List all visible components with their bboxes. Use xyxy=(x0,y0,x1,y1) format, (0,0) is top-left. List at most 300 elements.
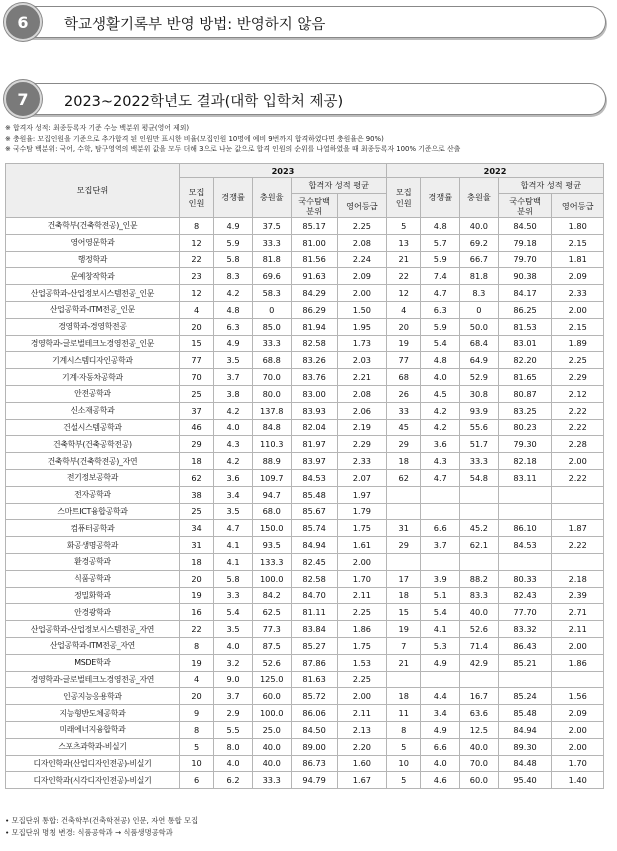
2023-percentile-cell: 81.63 xyxy=(291,671,337,688)
2022-competition-cell: 4.1 xyxy=(421,621,460,638)
2023-recruit-cell: 16 xyxy=(179,604,213,621)
2022-percentile-cell: 82.43 xyxy=(498,587,552,604)
2022-recruit-cell xyxy=(387,671,421,688)
2022-english-cell: 2.22 xyxy=(552,469,604,486)
note-1: ※ 합격자 성적: 최종등록자 기준 수능 백분위 평균(영어 제외) xyxy=(5,124,190,132)
2023-english-cell: 2.06 xyxy=(337,402,386,419)
2023-english-cell: 2.25 xyxy=(337,604,386,621)
table-row xyxy=(6,251,604,268)
2023-fill-cell: 109.7 xyxy=(252,469,291,486)
2022-recruit-cell: 11 xyxy=(387,705,421,722)
2022-competition-cell: 4.0 xyxy=(421,369,460,386)
2022-competition-cell: 5.1 xyxy=(421,587,460,604)
2022-competition-cell: 4.5 xyxy=(421,385,460,402)
2022-competition-cell: 5.9 xyxy=(421,251,460,268)
2023-competition-cell: 4.2 xyxy=(214,285,253,302)
table-row xyxy=(6,570,604,587)
2023-competition-cell: 4.3 xyxy=(214,436,253,453)
2023-english-cell: 1.60 xyxy=(337,755,386,772)
2023-percentile-cell: 85.48 xyxy=(291,486,337,503)
2023-fill-cell: 85.0 xyxy=(252,318,291,335)
2022-competition-cell: 4.6 xyxy=(421,772,460,789)
2023-recruit-cell: 4 xyxy=(179,301,213,318)
2023-percentile-cell: 85.74 xyxy=(291,520,337,537)
2023-english-cell: 2.33 xyxy=(337,453,386,470)
2022-competition-cell xyxy=(421,503,460,520)
2022-competition-cell: 6.3 xyxy=(421,301,460,318)
2023-competition-cell: 5.8 xyxy=(214,251,253,268)
table-row xyxy=(6,705,604,722)
2023-english-cell: 1.70 xyxy=(337,570,386,587)
2023-percentile-cell: 84.53 xyxy=(291,469,337,486)
2022-recruit-cell: 18 xyxy=(387,688,421,705)
2022-recruit-cell: 13 xyxy=(387,234,421,251)
2023-recruit-cell: 46 xyxy=(179,419,213,436)
2023-percentile-cell: 84.29 xyxy=(291,285,337,302)
2022-percentile-cell: 81.65 xyxy=(498,369,552,386)
table-row xyxy=(6,671,604,688)
2023-fill-cell: 40.0 xyxy=(252,738,291,755)
2022-recruit-cell: 18 xyxy=(387,453,421,470)
2023-fill-cell: 137.8 xyxy=(252,402,291,419)
2023-competition-cell: 4.2 xyxy=(214,402,253,419)
2023-competition-cell: 2.9 xyxy=(214,705,253,722)
year-2023-header: 2023 xyxy=(179,164,386,178)
2022-percentile-cell: 82.18 xyxy=(498,453,552,470)
2023-recruit-cell: 77 xyxy=(179,352,213,369)
2022-fill-cell: 81.8 xyxy=(460,268,499,285)
2023-percentile-cell: 86.29 xyxy=(291,301,337,318)
2023-english-cell: 2.29 xyxy=(337,436,386,453)
footnotes xyxy=(5,815,198,838)
2022-fill-cell: 63.6 xyxy=(460,705,499,722)
note-3: ※ 국수탐 백분위: 국어, 수학, 탐구영역의 백분위 값을 모두 더해 3으로 나눈 값으로 합격 인원의 순위를 나열하였을 때 최종등록자 100% 기준으로 산출 xyxy=(5,145,461,153)
2022-english-cell: 2.22 xyxy=(552,402,604,419)
2023-english-cell: 1.50 xyxy=(337,301,386,318)
table-row xyxy=(6,721,604,738)
2022-competition-cell: 5.9 xyxy=(421,318,460,335)
score-group-header-2023: 합격자 성적 평균 xyxy=(291,178,387,194)
table-row xyxy=(6,503,604,520)
table-row xyxy=(6,335,604,352)
2022-fill-cell: 12.5 xyxy=(460,721,499,738)
2022-percentile-cell: 86.10 xyxy=(498,520,552,537)
unit-name-cell: 컴퓨터공학과 xyxy=(6,520,180,537)
2022-percentile-cell: 84.17 xyxy=(498,285,552,302)
table-row xyxy=(6,553,604,570)
2023-percentile-cell: 89.00 xyxy=(291,738,337,755)
2022-recruit-cell: 68 xyxy=(387,369,421,386)
unit-name-cell: 인공지능응용학과 xyxy=(6,688,180,705)
results-table xyxy=(5,163,604,789)
2023-fill-cell: 88.9 xyxy=(252,453,291,470)
2022-fill-cell: 54.8 xyxy=(460,469,499,486)
2023-recruit-cell: 22 xyxy=(179,621,213,638)
2022-fill-cell: 40.0 xyxy=(460,604,499,621)
2022-english-cell: 2.09 xyxy=(552,268,604,285)
2022-percentile-cell: 84.94 xyxy=(498,721,552,738)
2023-fill-cell: 0 xyxy=(252,301,291,318)
2022-competition-cell: 3.9 xyxy=(421,570,460,587)
2023-fill-cell: 110.3 xyxy=(252,436,291,453)
2022-competition-cell: 5.7 xyxy=(421,234,460,251)
2022-competition-cell xyxy=(421,486,460,503)
2022-competition-cell: 6.6 xyxy=(421,520,460,537)
2023-recruit-cell: 15 xyxy=(179,335,213,352)
2023-english-cell: 2.08 xyxy=(337,234,386,251)
2022-competition-cell: 4.7 xyxy=(421,285,460,302)
2023-percentile-cell: 83.76 xyxy=(291,369,337,386)
2023-percentile-cell: 86.73 xyxy=(291,755,337,772)
2023-recruit-cell: 10 xyxy=(179,755,213,772)
2023-competition-cell: 4.1 xyxy=(214,537,253,554)
unit-name-cell: 기계시스템디자인공학과 xyxy=(6,352,180,369)
unit-name-cell: 기계·자동차공학과 xyxy=(6,369,180,386)
2022-recruit-cell: 19 xyxy=(387,335,421,352)
unit-name-cell: 건설시스템공학과 xyxy=(6,419,180,436)
2023-competition-cell: 4.0 xyxy=(214,755,253,772)
2022-percentile-cell: 84.53 xyxy=(498,537,552,554)
unit-name-cell: 전자공학과 xyxy=(6,486,180,503)
2022-competition-cell: 4.2 xyxy=(421,402,460,419)
2022-percentile-cell: 89.30 xyxy=(498,738,552,755)
2022-percentile-cell: 79.30 xyxy=(498,436,552,453)
2022-competition-cell: 4.9 xyxy=(421,654,460,671)
2022-recruit-cell: 15 xyxy=(387,604,421,621)
2023-competition-cell: 4.7 xyxy=(214,520,253,537)
2022-fill-cell: 64.9 xyxy=(460,352,499,369)
2023-recruit-cell: 9 xyxy=(179,705,213,722)
table-row xyxy=(6,520,604,537)
2023-english-cell: 2.21 xyxy=(337,369,386,386)
2023-competition-cell: 5.9 xyxy=(214,234,253,251)
2023-competition-cell: 3.5 xyxy=(214,621,253,638)
2022-percentile-cell: 77.70 xyxy=(498,604,552,621)
2023-english-cell: 1.73 xyxy=(337,335,386,352)
unit-name-cell: 신소재공학과 xyxy=(6,402,180,419)
2022-recruit-cell: 22 xyxy=(387,268,421,285)
2023-fill-cell: 40.0 xyxy=(252,755,291,772)
2022-fill-cell: 16.7 xyxy=(460,688,499,705)
2022-fill-cell: 55.6 xyxy=(460,419,499,436)
2022-fill-cell: 60.0 xyxy=(460,772,499,789)
2023-fill-cell: 80.0 xyxy=(252,385,291,402)
2023-competition-cell: 8.0 xyxy=(214,738,253,755)
table-row xyxy=(6,604,604,621)
2022-english-cell: 2.28 xyxy=(552,436,604,453)
2022-english-cell: 1.86 xyxy=(552,654,604,671)
table-row xyxy=(6,587,604,604)
2023-english-cell: 2.24 xyxy=(337,251,386,268)
note-2: ※ 충원율: 모집인원을 기준으로 추가합격 된 인원만 표시한 비율(모집인원 10명에 예비 9번까지 합격하였다면 충원율은 90%) xyxy=(5,134,384,143)
2022-competition-cell: 5.4 xyxy=(421,335,460,352)
2022-percentile-cell: 83.32 xyxy=(498,621,552,638)
2023-english-cell: 2.08 xyxy=(337,385,386,402)
2023-recruit-cell: 22 xyxy=(179,251,213,268)
2023-competition-cell: 5.5 xyxy=(214,721,253,738)
table-row xyxy=(6,301,604,318)
unit-name-cell: 안경광학과 xyxy=(6,604,180,621)
2022-competition-cell: 4.2 xyxy=(421,419,460,436)
2023-fill-cell: 62.5 xyxy=(252,604,291,621)
table-row xyxy=(6,234,604,251)
2023-percentile-cell: 82.58 xyxy=(291,570,337,587)
2022-fill-cell: 42.9 xyxy=(460,654,499,671)
unit-name-cell: 화공생명공학과 xyxy=(6,537,180,554)
2023-english-cell: 2.25 xyxy=(337,218,386,235)
2023-fill-cell: 125.0 xyxy=(252,671,291,688)
2022-recruit-cell: 7 xyxy=(387,637,421,654)
2023-fill-cell: 84.2 xyxy=(252,587,291,604)
2023-percentile-cell: 84.50 xyxy=(291,721,337,738)
table-row xyxy=(6,637,604,654)
2023-recruit-cell: 62 xyxy=(179,469,213,486)
2022-competition-cell: 4.0 xyxy=(421,755,460,772)
2023-percentile-cell: 85.67 xyxy=(291,503,337,520)
2023-percentile-cell: 85.27 xyxy=(291,637,337,654)
2022-english-cell: 1.87 xyxy=(552,520,604,537)
2022-english-cell: 2.00 xyxy=(552,738,604,755)
2022-english-cell: 2.29 xyxy=(552,369,604,386)
2023-recruit-cell: 19 xyxy=(179,654,213,671)
unit-name-cell: 영어영문학과 xyxy=(6,234,180,251)
2023-english-cell: 2.00 xyxy=(337,688,386,705)
section-7-title: 2023~2022학년도 결과(대학 입학처 제공) xyxy=(64,94,344,110)
2022-recruit-cell: 5 xyxy=(387,772,421,789)
2022-fill-cell: 68.4 xyxy=(460,335,499,352)
2022-percentile-cell: 84.48 xyxy=(498,755,552,772)
2022-competition-cell: 4.8 xyxy=(421,218,460,235)
2022-percentile-cell xyxy=(498,553,552,570)
table-row xyxy=(6,469,604,486)
2022-percentile-cell: 80.33 xyxy=(498,570,552,587)
2023-competition-cell: 9.0 xyxy=(214,671,253,688)
2023-recruit-cell: 29 xyxy=(179,436,213,453)
2022-english-cell: 1.70 xyxy=(552,755,604,772)
table-row xyxy=(6,369,604,386)
table-row xyxy=(6,285,604,302)
2022-recruit-cell: 20 xyxy=(387,318,421,335)
table-row xyxy=(6,352,604,369)
2023-recruit-cell: 20 xyxy=(179,688,213,705)
2023-recruit-cell: 38 xyxy=(179,486,213,503)
2023-percentile-cell: 82.58 xyxy=(291,335,337,352)
2022-percentile-cell: 80.23 xyxy=(498,419,552,436)
2023-fill-cell: 100.0 xyxy=(252,570,291,587)
fill-header-2022: 충원율 xyxy=(460,178,499,218)
2023-english-cell: 2.00 xyxy=(337,553,386,570)
table-row xyxy=(6,654,604,671)
2022-percentile-cell: 82.20 xyxy=(498,352,552,369)
2023-competition-cell: 8.3 xyxy=(214,268,253,285)
2022-recruit-cell: 31 xyxy=(387,520,421,537)
2023-percentile-cell: 81.94 xyxy=(291,318,337,335)
2023-competition-cell: 3.5 xyxy=(214,503,253,520)
2022-competition-cell: 3.6 xyxy=(421,436,460,453)
2022-percentile-cell xyxy=(498,671,552,688)
english-header-2023: 영어등급 xyxy=(337,194,386,218)
2022-fill-cell xyxy=(460,486,499,503)
2023-english-cell: 2.25 xyxy=(337,671,386,688)
2022-recruit-cell: 62 xyxy=(387,469,421,486)
percentile-header-2022: 국수탐백분위 xyxy=(498,194,552,218)
2023-recruit-cell: 8 xyxy=(179,218,213,235)
2023-fill-cell: 87.5 xyxy=(252,637,291,654)
notes xyxy=(5,123,460,155)
2022-recruit-cell: 8 xyxy=(387,721,421,738)
unit-name-cell: MSDE학과 xyxy=(6,654,180,671)
unit-name-cell: 경영학과-글로벌테크노경영전공_자연 xyxy=(6,671,180,688)
2022-fill-cell: 71.4 xyxy=(460,637,499,654)
2023-competition-cell: 4.1 xyxy=(214,553,253,570)
2023-fill-cell: 150.0 xyxy=(252,520,291,537)
2022-fill-cell: 93.9 xyxy=(460,402,499,419)
2023-english-cell: 1.86 xyxy=(337,621,386,638)
footnote-1: • 모집단위 통합: 건축학부(건축학전공) 인문, 자연 통합 모집 xyxy=(5,816,199,825)
2023-recruit-cell: 8 xyxy=(179,721,213,738)
2023-recruit-cell: 18 xyxy=(179,453,213,470)
2023-recruit-cell: 12 xyxy=(179,234,213,251)
2023-recruit-cell: 37 xyxy=(179,402,213,419)
2023-fill-cell: 133.3 xyxy=(252,553,291,570)
2023-english-cell: 1.67 xyxy=(337,772,386,789)
2023-competition-cell: 3.6 xyxy=(214,469,253,486)
2023-percentile-cell: 83.26 xyxy=(291,352,337,369)
unit-name-cell: 행정학과 xyxy=(6,251,180,268)
table-row xyxy=(6,268,604,285)
2023-english-cell: 2.07 xyxy=(337,469,386,486)
2022-english-cell: 2.15 xyxy=(552,318,604,335)
2022-english-cell: 2.25 xyxy=(552,352,604,369)
2022-recruit-cell xyxy=(387,486,421,503)
2022-english-cell: 1.89 xyxy=(552,335,604,352)
2022-competition-cell: 4.7 xyxy=(421,469,460,486)
table-row xyxy=(6,453,604,470)
2023-competition-cell: 3.3 xyxy=(214,587,253,604)
2022-fill-cell: 70.0 xyxy=(460,755,499,772)
section-7-header xyxy=(4,80,606,118)
2022-fill-cell: 83.3 xyxy=(460,587,499,604)
2023-english-cell: 2.19 xyxy=(337,419,386,436)
section-6-header xyxy=(4,3,606,41)
table-row xyxy=(6,621,604,638)
2022-recruit-cell: 77 xyxy=(387,352,421,369)
2023-recruit-cell: 70 xyxy=(179,369,213,386)
2022-fill-cell: 30.8 xyxy=(460,385,499,402)
2022-competition-cell: 4.4 xyxy=(421,688,460,705)
2022-percentile-cell: 83.11 xyxy=(498,469,552,486)
2023-recruit-cell: 34 xyxy=(179,520,213,537)
section-6-title: 학교생활기록부 반영 방법: 반영하지 않음 xyxy=(64,17,326,33)
2023-fill-cell: 77.3 xyxy=(252,621,291,638)
2023-english-cell: 2.11 xyxy=(337,587,386,604)
2023-fill-cell: 84.8 xyxy=(252,419,291,436)
unit-name-cell: 안전공학과 xyxy=(6,385,180,402)
2023-competition-cell: 6.2 xyxy=(214,772,253,789)
2022-english-cell: 1.56 xyxy=(552,688,604,705)
table-row xyxy=(6,402,604,419)
2023-competition-cell: 4.9 xyxy=(214,218,253,235)
2023-percentile-cell: 83.97 xyxy=(291,453,337,470)
2023-recruit-cell: 25 xyxy=(179,385,213,402)
2022-recruit-cell: 4 xyxy=(387,301,421,318)
2023-competition-cell: 4.9 xyxy=(214,335,253,352)
2022-percentile-cell: 86.25 xyxy=(498,301,552,318)
2023-recruit-cell: 19 xyxy=(179,587,213,604)
2023-percentile-cell: 81.97 xyxy=(291,436,337,453)
table-row xyxy=(6,738,604,755)
2022-english-cell: 2.15 xyxy=(552,234,604,251)
2022-recruit-cell: 29 xyxy=(387,537,421,554)
2023-percentile-cell: 83.00 xyxy=(291,385,337,402)
2022-fill-cell: 52.6 xyxy=(460,621,499,638)
2022-recruit-cell: 26 xyxy=(387,385,421,402)
2023-competition-cell: 4.0 xyxy=(214,419,253,436)
2023-recruit-cell: 18 xyxy=(179,553,213,570)
2022-recruit-cell: 18 xyxy=(387,587,421,604)
unit-name-cell: 정밀화학과 xyxy=(6,587,180,604)
2022-recruit-cell: 29 xyxy=(387,436,421,453)
2023-english-cell: 2.03 xyxy=(337,352,386,369)
2022-fill-cell: 40.0 xyxy=(460,218,499,235)
2023-fill-cell: 100.0 xyxy=(252,705,291,722)
2023-english-cell: 2.00 xyxy=(337,285,386,302)
2023-percentile-cell: 84.70 xyxy=(291,587,337,604)
2023-percentile-cell: 94.79 xyxy=(291,772,337,789)
unit-name-cell: 전기정보공학과 xyxy=(6,469,180,486)
2022-recruit-cell xyxy=(387,553,421,570)
2023-fill-cell: 68.8 xyxy=(252,352,291,369)
unit-header: 모집단위 xyxy=(6,164,180,218)
unit-name-cell: 경영학과-글로벌테크노경영전공_인문 xyxy=(6,335,180,352)
2023-recruit-cell: 20 xyxy=(179,318,213,335)
2022-english-cell: 2.00 xyxy=(552,301,604,318)
2022-english-cell: 2.22 xyxy=(552,419,604,436)
2022-competition-cell: 3.7 xyxy=(421,537,460,554)
unit-name-cell: 지능형반도체공학과 xyxy=(6,705,180,722)
2023-fill-cell: 70.0 xyxy=(252,369,291,386)
2022-english-cell: 1.40 xyxy=(552,772,604,789)
2023-recruit-cell: 8 xyxy=(179,637,213,654)
2022-percentile-cell: 95.40 xyxy=(498,772,552,789)
2023-percentile-cell: 81.56 xyxy=(291,251,337,268)
2023-english-cell: 2.09 xyxy=(337,268,386,285)
2022-english-cell: 1.81 xyxy=(552,251,604,268)
2022-fill-cell: 40.0 xyxy=(460,738,499,755)
2023-competition-cell: 4.8 xyxy=(214,301,253,318)
2023-recruit-cell: 6 xyxy=(179,772,213,789)
2023-recruit-cell: 20 xyxy=(179,570,213,587)
2022-english-cell xyxy=(552,486,604,503)
2022-competition-cell: 5.4 xyxy=(421,604,460,621)
2023-english-cell: 1.79 xyxy=(337,503,386,520)
table-row xyxy=(6,385,604,402)
unit-name-cell: 스포츠과학과-비실기 xyxy=(6,738,180,755)
2022-recruit-cell: 33 xyxy=(387,402,421,419)
unit-name-cell: 경영학과-경영학전공 xyxy=(6,318,180,335)
2023-fill-cell: 25.0 xyxy=(252,721,291,738)
year-2022-header: 2022 xyxy=(387,164,604,178)
2022-percentile-cell: 85.24 xyxy=(498,688,552,705)
2022-english-cell: 2.71 xyxy=(552,604,604,621)
2022-fill-cell: 8.3 xyxy=(460,285,499,302)
2022-recruit-cell: 19 xyxy=(387,621,421,638)
2023-percentile-cell: 83.84 xyxy=(291,621,337,638)
2023-competition-cell: 5.4 xyxy=(214,604,253,621)
table-row xyxy=(6,419,604,436)
2023-english-cell: 2.11 xyxy=(337,705,386,722)
2023-recruit-cell: 25 xyxy=(179,503,213,520)
